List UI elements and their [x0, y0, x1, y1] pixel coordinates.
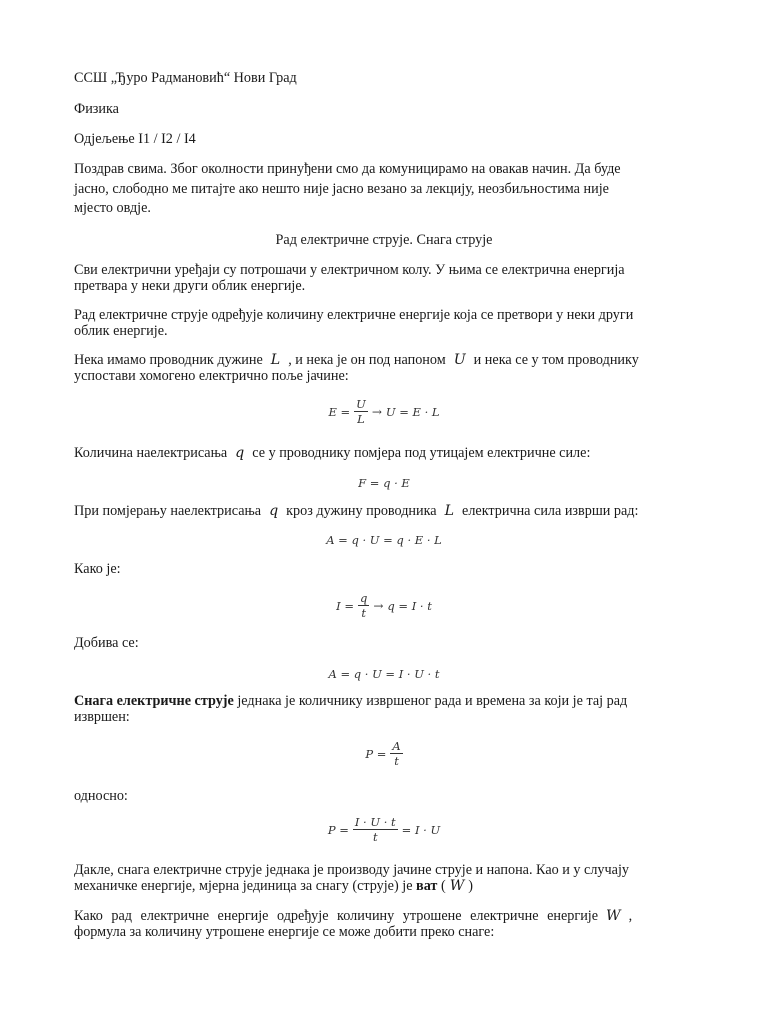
- eq3-text: A = q · U = q · E · L: [326, 533, 442, 547]
- subject: Физика: [74, 101, 119, 117]
- var-charge: q: [235, 445, 245, 461]
- p8-text: једнака је количнику извршеног рада и времена за који је тај рад: [233, 693, 628, 709]
- equation-current: [74, 592, 694, 619]
- eq5-text: A = q · U = I · U · t: [328, 667, 440, 681]
- eq4-numerator: q: [359, 591, 368, 605]
- p4-line: [74, 445, 694, 462]
- p5-line: [74, 503, 694, 520]
- p11-text-1: Како рад електричне енергије одређује количину утрошене електричне енергије: [74, 908, 599, 924]
- p11-text-2: ,: [628, 908, 633, 924]
- intro-line-1: Поздрав свима. Због околности принуђени смо да комуницирамо на овакав начин. Да буде: [74, 161, 621, 177]
- eq4-rhs: q = I · t: [387, 598, 432, 613]
- intro-line-3: мјесто овдје.: [74, 200, 151, 216]
- unit-watt: ват: [416, 878, 438, 894]
- p3-text-1: Нека имамо проводник дужине: [74, 352, 263, 368]
- arrow-icon: →: [371, 404, 382, 419]
- eq7-numerator: I · U · t: [354, 815, 396, 829]
- p8-line-1: [74, 693, 694, 710]
- var-length-2: L: [444, 503, 455, 519]
- eq6-fraction: [390, 740, 402, 767]
- p2-line-1: Рад електричне струје одређује количину електричне енергије која се претвори у неки други: [74, 307, 634, 323]
- eq7-denominator: t: [372, 830, 378, 844]
- p6-line: Како је:: [74, 561, 121, 577]
- p1-line-2: претвара у неки други облик енергије.: [74, 278, 306, 294]
- p5-text-1: При помјерању наелектрисања: [74, 503, 262, 519]
- p10-line-2: [74, 878, 694, 895]
- equation-work: [74, 531, 694, 549]
- var-energy: W: [606, 908, 621, 924]
- equation-power-2: [74, 816, 694, 843]
- p8-line-2: извршен:: [74, 709, 130, 725]
- eq4-denominator: t: [361, 606, 366, 620]
- p10-line-1: Дакле, снага електричне струје једнака је производу јачине струје и напона. Као и у случају: [74, 862, 629, 878]
- p10-text-2: (: [437, 878, 446, 894]
- lesson-title: Рад електричне струје. Снага струје: [275, 232, 493, 248]
- p11-line-1: [74, 908, 694, 925]
- equation-work-2: [74, 665, 694, 683]
- eq4-lhs: I =: [336, 598, 354, 613]
- p10-text-1: механичке енергије, мјерна јединица за снагу (струје) је: [74, 878, 417, 894]
- var-watt: W: [449, 878, 465, 894]
- p7-line: Добива се:: [74, 635, 139, 651]
- p3-line-1: [74, 352, 694, 369]
- eq1-lhs: E =: [328, 404, 351, 419]
- p3-line-2: успостави хомогено електрично поље јачине:: [74, 368, 349, 384]
- eq2-text: F = q · E: [358, 476, 410, 490]
- eq1-denominator: L: [357, 412, 365, 426]
- p1-line-1: Сви електрични уређаји су потрошачи у електричном колу. У њима се електрична енергија: [74, 262, 625, 278]
- p3-text-3: и нека се у том проводнику: [473, 352, 639, 368]
- p2-line-2: облик енергије.: [74, 323, 168, 339]
- p5-text-3: електрична сила изврши рад:: [462, 503, 639, 519]
- p4-text-2: се у проводнику помјера под утицајем електричне силе:: [252, 445, 591, 461]
- equation-field-strength: [74, 398, 694, 425]
- intro-line-2: јасно, слободно ме питајте ако нешто није јасно везано за лекцију, неозбиљностима није: [74, 181, 609, 197]
- eq4-fraction: [358, 592, 369, 619]
- equation-force: [74, 474, 694, 492]
- p11-line-2: формула за количину утрошене енергије се може добити преко снаге:: [74, 924, 495, 940]
- p9-line: односно:: [74, 788, 128, 804]
- school-name: ССШ „Ђуро Радмановић“ Нови Град: [74, 70, 297, 86]
- p4-text-1: Количина наелектрисања: [74, 445, 228, 461]
- var-voltage: U: [453, 352, 466, 368]
- p10-text-3: ): [468, 878, 474, 894]
- eq7-lhs: P =: [327, 822, 349, 837]
- arrow-icon-2: →: [373, 598, 384, 613]
- eq1-fraction: [354, 398, 368, 425]
- eq1-rhs: U = E · L: [385, 404, 440, 419]
- equation-power: [74, 740, 694, 767]
- var-length: L: [270, 352, 281, 368]
- class-list: Одјељење I1 / I2 / I4: [74, 131, 196, 147]
- eq1-numerator: U: [356, 397, 366, 411]
- eq7-fraction: [353, 816, 398, 843]
- eq6-lhs: P =: [365, 746, 387, 761]
- eq6-numerator: A: [392, 739, 401, 753]
- eq7-rhs: = I · U: [401, 822, 441, 837]
- var-charge-2: q: [269, 503, 279, 519]
- p5-text-2: кроз дужину проводника: [286, 503, 437, 519]
- power-term: Снага електричне струје: [74, 693, 234, 709]
- p3-text-2: , и нека је он под напоном: [288, 352, 446, 368]
- eq6-denominator: t: [394, 754, 399, 768]
